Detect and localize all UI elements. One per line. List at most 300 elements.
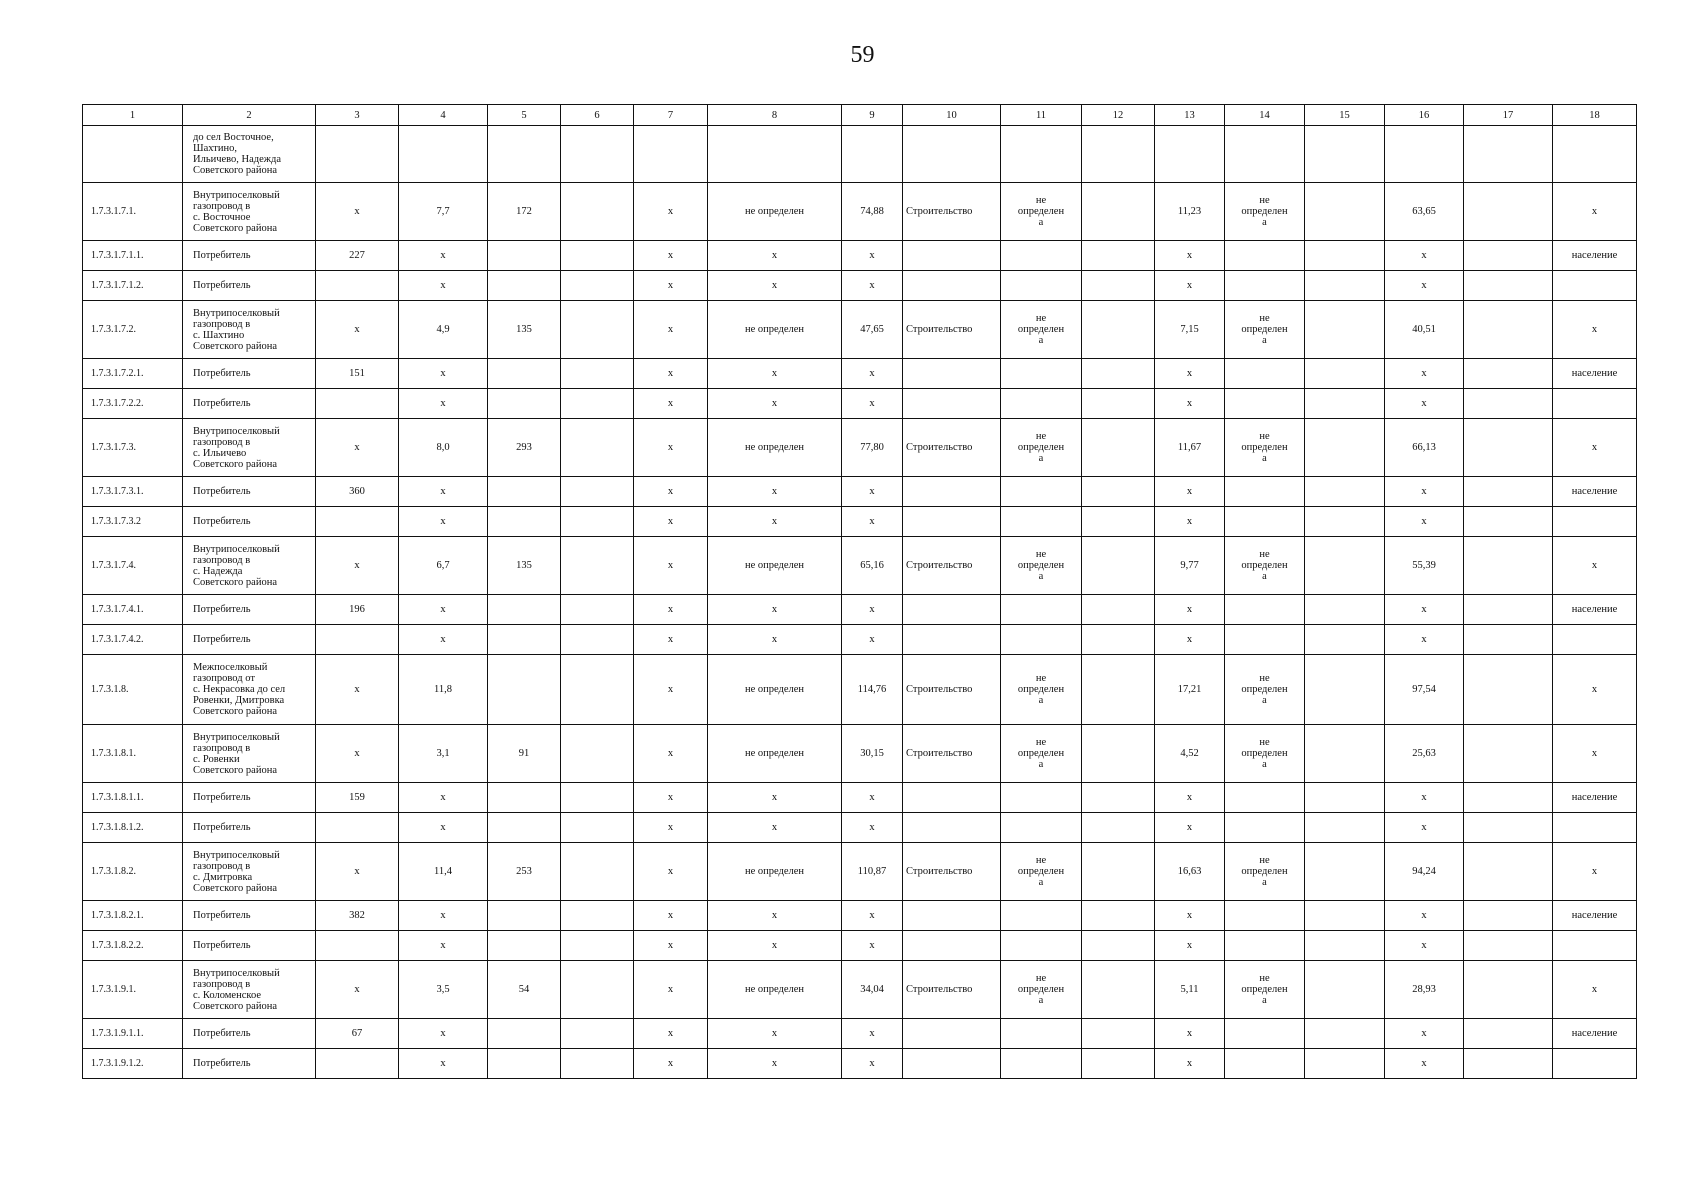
table-cell <box>1225 126 1305 183</box>
table-cell: Потребитель <box>183 813 316 843</box>
table-cell <box>903 1019 1001 1049</box>
table-cell: 1.7.3.1.7.3.2 <box>83 507 183 537</box>
table-cell: x <box>842 507 903 537</box>
table-cell: Внутрипоселковый газопровод в с. Дмитровка Советского района <box>183 843 316 901</box>
table-cell <box>561 477 634 507</box>
table-cell: x <box>634 595 708 625</box>
table-row <box>83 537 1637 595</box>
table-cell <box>1464 537 1553 595</box>
table-row <box>83 389 1637 419</box>
table-cell: 1.7.3.1.7.1.2. <box>83 271 183 301</box>
table-cell <box>1305 655 1385 725</box>
table-cell <box>1553 507 1637 537</box>
table-cell <box>488 271 561 301</box>
table-cell: Строительство <box>903 961 1001 1019</box>
table-cell <box>1305 901 1385 931</box>
table-cell: не определен <box>708 537 842 595</box>
table-cell <box>1464 655 1553 725</box>
table-cell: Строительство <box>903 843 1001 901</box>
table-cell <box>561 301 634 359</box>
table-cell <box>1305 183 1385 241</box>
table-cell: Потребитель <box>183 595 316 625</box>
table-cell: 97,54 <box>1385 655 1464 725</box>
table-cell <box>1001 783 1082 813</box>
table-cell: x <box>708 1019 842 1049</box>
table-cell: x <box>634 931 708 961</box>
table-cell: 293 <box>488 419 561 477</box>
table-cell: не определен <box>708 655 842 725</box>
table-cell: x <box>399 625 488 655</box>
table-cell <box>561 359 634 389</box>
table-cell: 3,5 <box>399 961 488 1019</box>
table-cell: x <box>1553 961 1637 1019</box>
table-cell <box>1305 301 1385 359</box>
table-cell: Строительство <box>903 725 1001 783</box>
table-cell: x <box>1385 931 1464 961</box>
table-cell <box>1464 1049 1553 1079</box>
table-cell: 30,15 <box>842 725 903 783</box>
table-cell: не определен <box>708 961 842 1019</box>
table-cell: Внутрипоселковый газопровод в с. Ровенки Советского района <box>183 725 316 783</box>
table-cell <box>316 625 399 655</box>
page-number: 59 <box>850 42 875 68</box>
table-cell <box>1464 783 1553 813</box>
table-row <box>83 183 1637 241</box>
table-cell: x <box>1155 477 1225 507</box>
table-cell <box>1225 507 1305 537</box>
table-cell: x <box>316 843 399 901</box>
table-cell: Межпоселковый газопровод от с. Некрасовка до сел Ровенки, Дмитровка Советского района <box>183 655 316 725</box>
table-cell: x <box>316 419 399 477</box>
table-row <box>83 931 1637 961</box>
table-cell <box>1305 843 1385 901</box>
table-cell <box>1082 1019 1155 1049</box>
table-cell <box>561 655 634 725</box>
table-cell <box>903 477 1001 507</box>
table-cell: x <box>842 359 903 389</box>
table-cell: Потребитель <box>183 931 316 961</box>
table-cell: 11,67 <box>1155 419 1225 477</box>
table-cell: не определен а <box>1001 655 1082 725</box>
table-cell <box>1225 595 1305 625</box>
table-cell <box>488 126 561 183</box>
table-cell <box>561 183 634 241</box>
table-cell: 8,0 <box>399 419 488 477</box>
table-cell <box>1225 813 1305 843</box>
table-cell: x <box>634 359 708 389</box>
table-cell <box>1082 419 1155 477</box>
table-cell: x <box>1385 271 1464 301</box>
table-cell <box>1305 419 1385 477</box>
table-cell <box>1225 359 1305 389</box>
table-cell <box>1082 931 1155 961</box>
table-cell: 47,65 <box>842 301 903 359</box>
table-cell <box>1553 126 1637 183</box>
table-cell: население <box>1553 241 1637 271</box>
table-row <box>83 725 1637 783</box>
table-cell: x <box>1553 843 1637 901</box>
column-header: 14 <box>1225 105 1305 126</box>
table-cell: 1.7.3.1.7.4.1. <box>83 595 183 625</box>
table-cell: не определен а <box>1001 183 1082 241</box>
table-cell: x <box>1385 507 1464 537</box>
table-cell <box>1305 126 1385 183</box>
table-cell: x <box>634 389 708 419</box>
table-cell <box>1225 1019 1305 1049</box>
table-cell <box>316 813 399 843</box>
table-cell <box>1082 961 1155 1019</box>
table-cell: x <box>634 625 708 655</box>
table-cell: x <box>1553 301 1637 359</box>
table-cell <box>1305 1049 1385 1079</box>
table-cell: Потребитель <box>183 359 316 389</box>
table-cell: x <box>399 359 488 389</box>
table-cell: население <box>1553 595 1637 625</box>
table-row <box>83 961 1637 1019</box>
table-cell: x <box>842 901 903 931</box>
table-cell: 1.7.3.1.8.2.1. <box>83 901 183 931</box>
table-cell: население <box>1553 783 1637 813</box>
table-row <box>83 419 1637 477</box>
table-cell <box>1001 477 1082 507</box>
column-header: 7 <box>634 105 708 126</box>
table-cell: x <box>1385 901 1464 931</box>
table-cell: Потребитель <box>183 271 316 301</box>
table-cell: x <box>634 655 708 725</box>
table-cell <box>561 813 634 843</box>
table-cell <box>488 1049 561 1079</box>
table-cell: 11,23 <box>1155 183 1225 241</box>
table-cell <box>1082 813 1155 843</box>
table-cell: 1.7.3.1.9.1.2. <box>83 1049 183 1079</box>
column-header: 9 <box>842 105 903 126</box>
table-cell: x <box>634 271 708 301</box>
table-cell <box>1553 389 1637 419</box>
table-cell: не определен а <box>1225 655 1305 725</box>
table-cell <box>488 1019 561 1049</box>
table-cell: 7,7 <box>399 183 488 241</box>
table-cell <box>488 389 561 419</box>
table-cell: x <box>316 655 399 725</box>
table-cell: x <box>1553 537 1637 595</box>
table-cell: x <box>842 813 903 843</box>
table-cell: 1.7.3.1.9.1.1. <box>83 1019 183 1049</box>
table-cell <box>561 595 634 625</box>
table-cell <box>1464 241 1553 271</box>
table-cell: 7,15 <box>1155 301 1225 359</box>
table-cell: 11,4 <box>399 843 488 901</box>
table-cell: x <box>634 813 708 843</box>
table-cell <box>1082 1049 1155 1079</box>
table-cell: Потребитель <box>183 625 316 655</box>
table-cell: 63,65 <box>1385 183 1464 241</box>
table-cell: Потребитель <box>183 507 316 537</box>
table-cell: x <box>399 507 488 537</box>
table-cell <box>1305 507 1385 537</box>
table-cell: 360 <box>316 477 399 507</box>
table-cell: x <box>708 813 842 843</box>
column-header: 18 <box>1553 105 1637 126</box>
table-cell <box>316 271 399 301</box>
table-cell <box>561 419 634 477</box>
table-cell <box>1225 901 1305 931</box>
table-cell: 1.7.3.1.9.1. <box>83 961 183 1019</box>
table-cell <box>1464 595 1553 625</box>
table-cell <box>1001 813 1082 843</box>
table-cell <box>903 389 1001 419</box>
table-cell <box>316 126 399 183</box>
table-cell: 74,88 <box>842 183 903 241</box>
table-cell: 382 <box>316 901 399 931</box>
table-cell <box>903 359 1001 389</box>
table-cell: население <box>1553 901 1637 931</box>
table-cell: x <box>634 537 708 595</box>
table-row <box>83 655 1637 725</box>
table-cell: x <box>708 625 842 655</box>
table-cell <box>1082 183 1155 241</box>
column-header: 5 <box>488 105 561 126</box>
table-cell <box>561 901 634 931</box>
table-cell <box>1225 271 1305 301</box>
table-cell: 66,13 <box>1385 419 1464 477</box>
table-cell <box>561 389 634 419</box>
table-cell: x <box>634 507 708 537</box>
table-row <box>83 126 1637 183</box>
table-cell: Потребитель <box>183 389 316 419</box>
table-cell: x <box>842 783 903 813</box>
table-cell <box>903 625 1001 655</box>
table-cell <box>561 241 634 271</box>
table-cell: Внутрипоселковый газопровод в с. Шахтино Советского района <box>183 301 316 359</box>
table-cell: x <box>708 241 842 271</box>
table-cell: x <box>1155 507 1225 537</box>
table-cell <box>634 126 708 183</box>
table-row <box>83 507 1637 537</box>
table-cell <box>1082 507 1155 537</box>
table-cell <box>1001 359 1082 389</box>
table-cell <box>1464 271 1553 301</box>
table-cell <box>399 126 488 183</box>
table-row <box>83 783 1637 813</box>
table-cell: x <box>1155 1019 1225 1049</box>
table-cell <box>1305 625 1385 655</box>
table-cell: 25,63 <box>1385 725 1464 783</box>
table-cell: 16,63 <box>1155 843 1225 901</box>
table-cell <box>1082 389 1155 419</box>
table-cell: x <box>1155 625 1225 655</box>
data-table <box>82 104 1637 1079</box>
table-cell <box>1305 725 1385 783</box>
table-cell: 253 <box>488 843 561 901</box>
table-cell: Строительство <box>903 537 1001 595</box>
table-cell: население <box>1553 477 1637 507</box>
table-cell <box>1305 271 1385 301</box>
table-cell: x <box>1155 813 1225 843</box>
column-header: 17 <box>1464 105 1553 126</box>
table-cell: x <box>1385 783 1464 813</box>
column-header: 10 <box>903 105 1001 126</box>
table-cell <box>316 931 399 961</box>
table-cell: 65,16 <box>842 537 903 595</box>
table-cell: 1.7.3.1.7.3.1. <box>83 477 183 507</box>
table-cell: 4,9 <box>399 301 488 359</box>
table-cell <box>316 389 399 419</box>
table-cell: x <box>842 241 903 271</box>
table-cell <box>903 271 1001 301</box>
table-cell: 1.7.3.1.7.2.2. <box>83 389 183 419</box>
table-cell: не определен <box>708 843 842 901</box>
table-cell: не определен а <box>1001 537 1082 595</box>
table-cell: x <box>1155 931 1225 961</box>
table-cell: x <box>399 595 488 625</box>
table-cell <box>1001 595 1082 625</box>
table-cell: x <box>1385 241 1464 271</box>
table-cell: 1.7.3.1.8.1. <box>83 725 183 783</box>
table-cell <box>1305 389 1385 419</box>
table-cell: x <box>316 725 399 783</box>
table-cell <box>561 625 634 655</box>
table-cell: x <box>1553 655 1637 725</box>
table-cell <box>488 625 561 655</box>
table-cell: x <box>634 1049 708 1079</box>
table-cell: 28,93 <box>1385 961 1464 1019</box>
table-cell <box>1464 961 1553 1019</box>
table-cell: население <box>1553 359 1637 389</box>
table-cell <box>1001 625 1082 655</box>
table-cell: 1.7.3.1.7.3. <box>83 419 183 477</box>
table-cell: x <box>842 595 903 625</box>
table-cell <box>488 359 561 389</box>
column-header: 15 <box>1305 105 1385 126</box>
table-cell <box>488 241 561 271</box>
table-cell: Внутрипоселковый газопровод в с. Надежда Советского района <box>183 537 316 595</box>
table-cell <box>1305 595 1385 625</box>
table-cell: x <box>1155 595 1225 625</box>
table-cell: 1.7.3.1.7.2.1. <box>83 359 183 389</box>
table-cell <box>561 1049 634 1079</box>
table-cell <box>1225 477 1305 507</box>
table-cell <box>1464 813 1553 843</box>
table-cell: x <box>399 931 488 961</box>
table-cell: x <box>634 843 708 901</box>
table-cell <box>1001 507 1082 537</box>
table-cell: x <box>1155 271 1225 301</box>
table-cell <box>903 241 1001 271</box>
table-cell: 34,04 <box>842 961 903 1019</box>
table-cell <box>1553 1049 1637 1079</box>
table-cell <box>561 537 634 595</box>
table-cell: x <box>842 1019 903 1049</box>
table-cell <box>1082 783 1155 813</box>
column-header: 8 <box>708 105 842 126</box>
table-cell: x <box>399 271 488 301</box>
table-row <box>83 625 1637 655</box>
table-cell <box>842 126 903 183</box>
table-cell <box>1305 813 1385 843</box>
table-cell <box>561 507 634 537</box>
table-cell: x <box>708 507 842 537</box>
table-cell: Потребитель <box>183 241 316 271</box>
table-cell: x <box>1155 389 1225 419</box>
table-cell: 1.7.3.1.7.1.1. <box>83 241 183 271</box>
table-cell: 151 <box>316 359 399 389</box>
table-cell <box>1553 271 1637 301</box>
table-cell <box>1464 183 1553 241</box>
table-cell: 77,80 <box>842 419 903 477</box>
table-row <box>83 241 1637 271</box>
table-cell <box>1464 901 1553 931</box>
table-cell: 17,21 <box>1155 655 1225 725</box>
table-cell: не определен а <box>1225 419 1305 477</box>
column-header: 6 <box>561 105 634 126</box>
table-cell <box>903 931 1001 961</box>
table-cell: 1.7.3.1.8.1.1. <box>83 783 183 813</box>
table-cell <box>561 271 634 301</box>
table-cell: x <box>708 389 842 419</box>
table-cell: Внутрипоселковый газопровод в с. Восточное Советского района <box>183 183 316 241</box>
table-cell <box>1082 241 1155 271</box>
table-cell: x <box>842 477 903 507</box>
table-cell: не определен а <box>1225 537 1305 595</box>
table-cell: x <box>708 595 842 625</box>
table-cell <box>1082 725 1155 783</box>
table-cell: Потребитель <box>183 1019 316 1049</box>
table-cell <box>488 655 561 725</box>
table-cell <box>708 126 842 183</box>
table-cell <box>1225 389 1305 419</box>
table-cell: 3,1 <box>399 725 488 783</box>
table-cell <box>1464 477 1553 507</box>
table-cell <box>561 961 634 1019</box>
table-cell <box>1225 931 1305 961</box>
table-row <box>83 359 1637 389</box>
table-cell: Строительство <box>903 419 1001 477</box>
table-cell <box>903 595 1001 625</box>
table-cell <box>561 843 634 901</box>
table-cell: не определен <box>708 183 842 241</box>
table-cell: x <box>1385 813 1464 843</box>
table-cell: не определен а <box>1001 419 1082 477</box>
table-row <box>83 477 1637 507</box>
table-cell: x <box>708 1049 842 1079</box>
table-cell <box>903 1049 1001 1079</box>
table-cell: 40,51 <box>1385 301 1464 359</box>
table-cell <box>1553 813 1637 843</box>
table-cell: x <box>634 725 708 783</box>
table-cell <box>1082 359 1155 389</box>
table-cell <box>488 595 561 625</box>
table-row <box>83 843 1637 901</box>
table-cell <box>1553 625 1637 655</box>
table-cell: x <box>708 359 842 389</box>
column-header: 12 <box>1082 105 1155 126</box>
table-cell: не определен а <box>1225 961 1305 1019</box>
table-cell <box>1305 961 1385 1019</box>
table-cell: x <box>316 961 399 1019</box>
table-cell: 1.7.3.1.7.4. <box>83 537 183 595</box>
table-cell <box>1225 1049 1305 1079</box>
table-cell <box>1464 419 1553 477</box>
table-cell <box>488 901 561 931</box>
table-row <box>83 901 1637 931</box>
table-cell: x <box>708 783 842 813</box>
table-cell <box>1082 271 1155 301</box>
table-cell: x <box>1155 1049 1225 1079</box>
table-cell <box>316 507 399 537</box>
table-cell <box>1001 1049 1082 1079</box>
table-cell: 91 <box>488 725 561 783</box>
table-cell: Строительство <box>903 655 1001 725</box>
